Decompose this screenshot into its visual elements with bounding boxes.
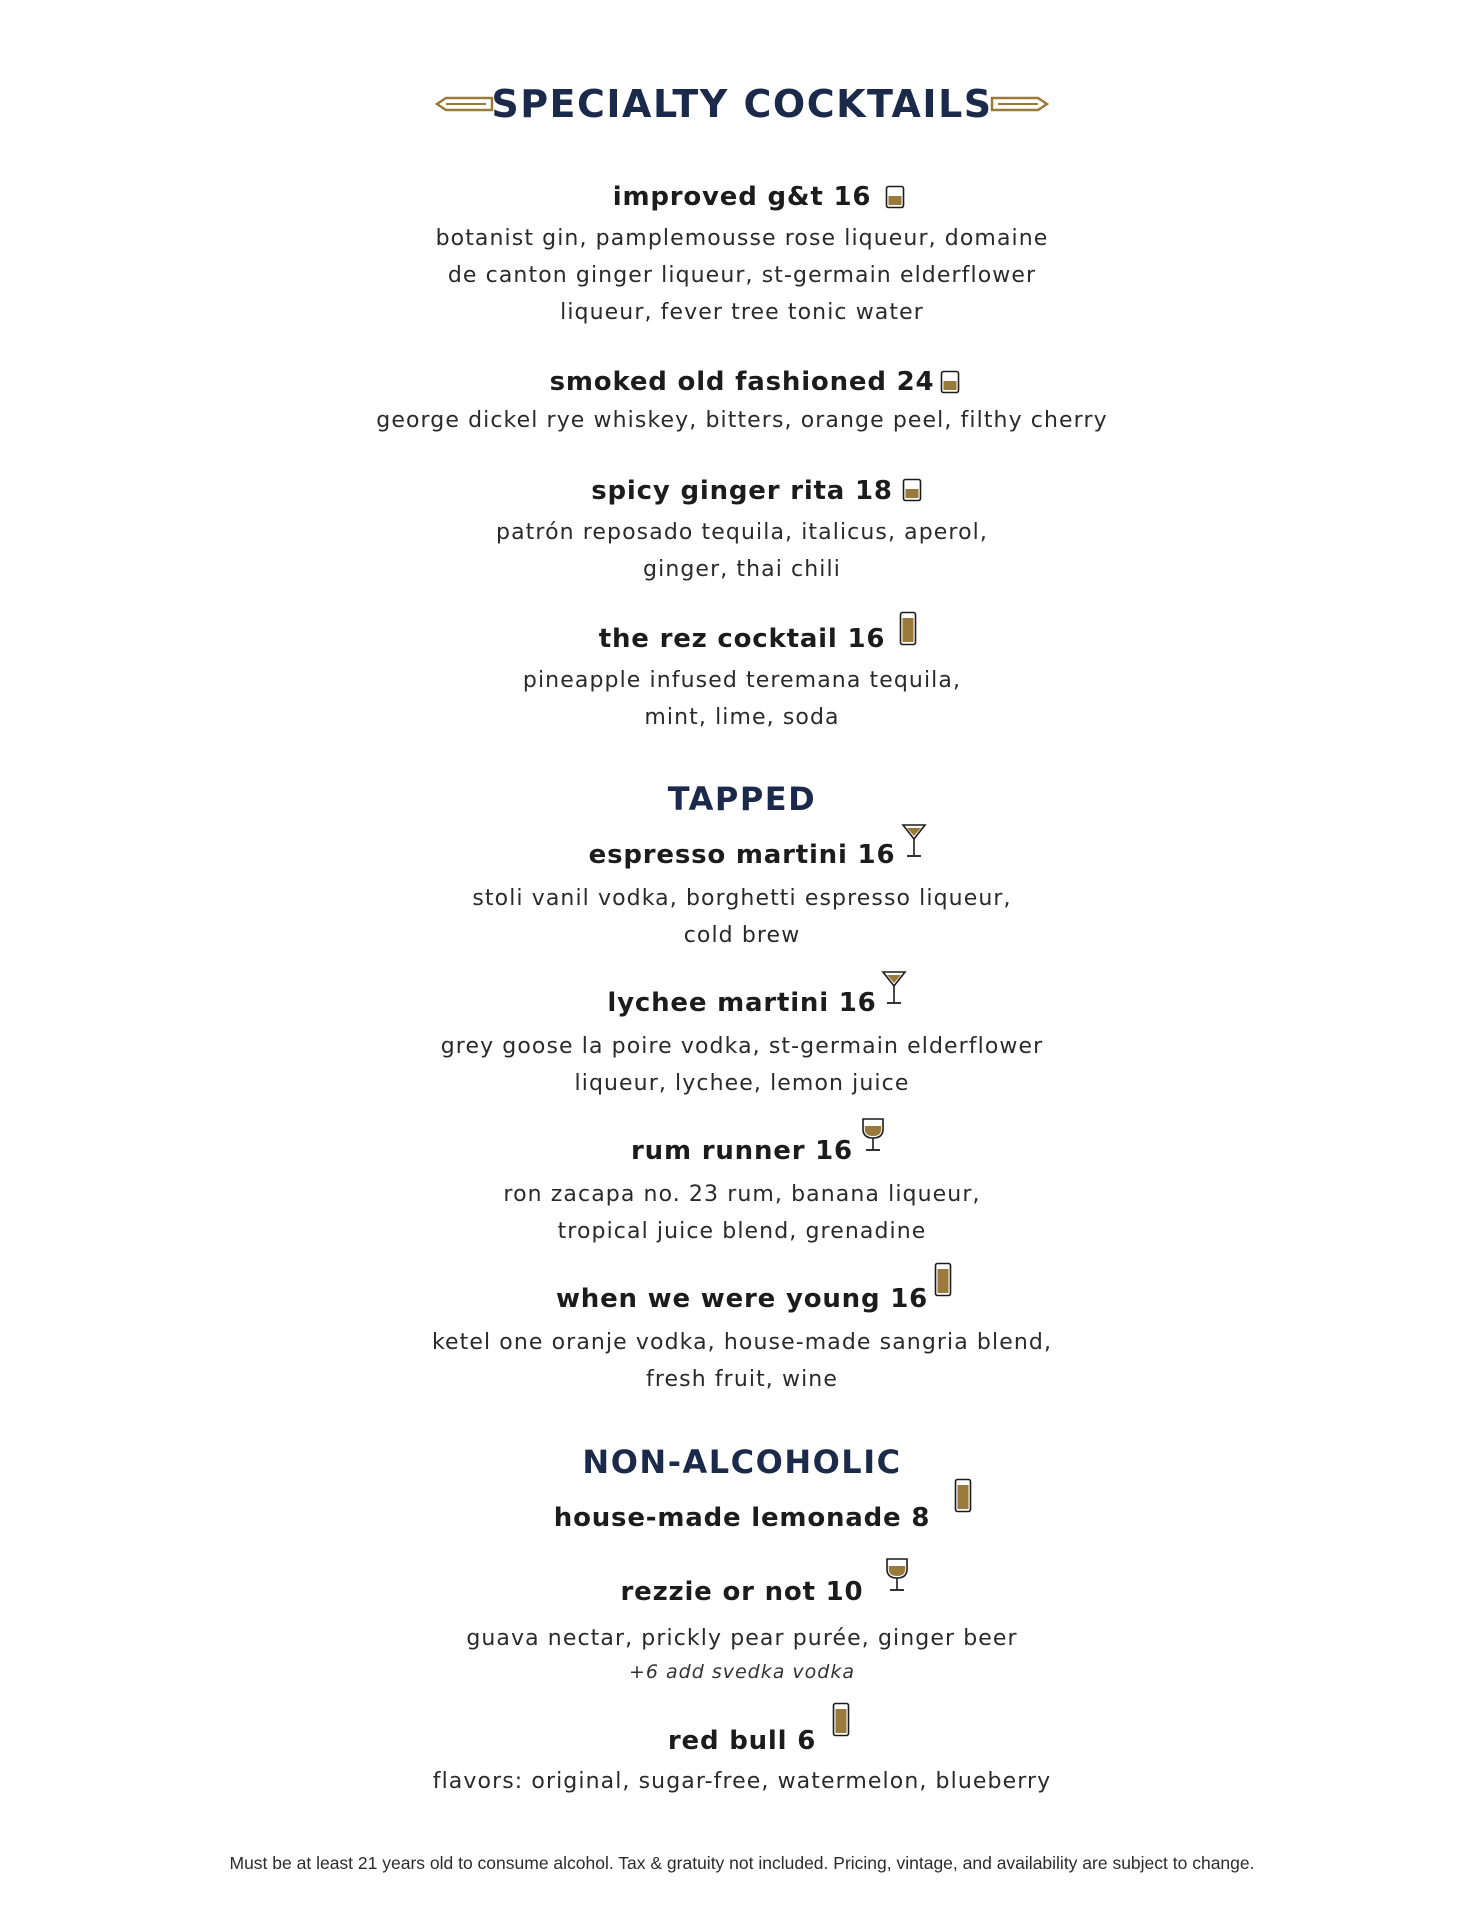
item-addon-note: +6 add svedka vodka — [628, 1661, 855, 1683]
martini-glass-icon — [901, 823, 927, 859]
item-description: stoli vanil vodka, borghetti espresso liqueur, cold brew — [472, 886, 1012, 948]
section-title-tapped: TAPPED — [667, 780, 817, 818]
item-name: rum runner 16 — [631, 1136, 853, 1166]
item-name: when we were young 16 — [555, 1284, 929, 1314]
highball-glass-icon — [832, 1702, 850, 1737]
item-description: grey goose la poire vodka, st-germain elderflower liqueur, lychee, lemon juice — [440, 1034, 1044, 1096]
highball-glass-icon — [954, 1478, 972, 1513]
item-name: spicy ginger rita 18 — [591, 476, 893, 506]
item-description: george dickel rye whiskey, bitters, orange peel, filthy cherry — [376, 408, 1108, 433]
section-title-specialty: SPECIALTY COCKTAILS — [491, 82, 993, 126]
item-description: ron zacapa no. 23 rum, banana liqueur, tropical juice blend, grenadine — [503, 1182, 981, 1244]
wine-glass-icon — [861, 1117, 885, 1153]
item-name: the rez cocktail 16 — [598, 624, 886, 654]
item-name: improved g&t 16 — [612, 182, 872, 212]
item-description: patrón reposado tequila, italicus, aperol, ginger, thai chili — [496, 520, 988, 582]
item-name: lychee martini 16 — [607, 988, 877, 1018]
martini-glass-icon — [881, 970, 907, 1006]
item-description: pineapple infused teremana tequila, mint, lime, soda — [522, 668, 962, 730]
highball-glass-icon — [934, 1262, 952, 1297]
item-description: botanist gin, pamplemousse rose liqueur, domaine de canton ginger liqueur, st-germain elderflower liqueur, fever tree tonic water — [435, 226, 1049, 325]
rocks-glass-icon — [940, 370, 960, 394]
item-name: smoked old fashioned 24 — [549, 367, 935, 397]
item-name: house-made lemonade 8 — [553, 1503, 931, 1533]
legal-disclaimer: Must be at least 21 years old to consume alcohol. Tax & gratuity not included. Pricing, vintage, and availability are subject to change. — [229, 1853, 1255, 1873]
wine-glass-icon — [885, 1557, 909, 1593]
item-description: ketel one oranje vodka, house-made sangria blend, fresh fruit, wine — [431, 1330, 1053, 1392]
rocks-glass-icon — [902, 478, 922, 502]
item-description: flavors: original, sugar-free, watermelon, blueberry — [432, 1769, 1052, 1794]
section-title-non-alcoholic: NON-ALCOHOLIC — [582, 1443, 902, 1481]
item-name: red bull 6 — [667, 1726, 817, 1756]
item-description: guava nectar, prickly pear purée, ginger beer — [466, 1626, 1018, 1651]
highball-glass-icon — [899, 611, 917, 646]
item-name: espresso martini 16 — [588, 840, 896, 870]
item-name: rezzie or not 10 — [620, 1577, 864, 1607]
ornament-right-icon — [988, 95, 1050, 113]
rocks-glass-icon — [885, 185, 905, 209]
